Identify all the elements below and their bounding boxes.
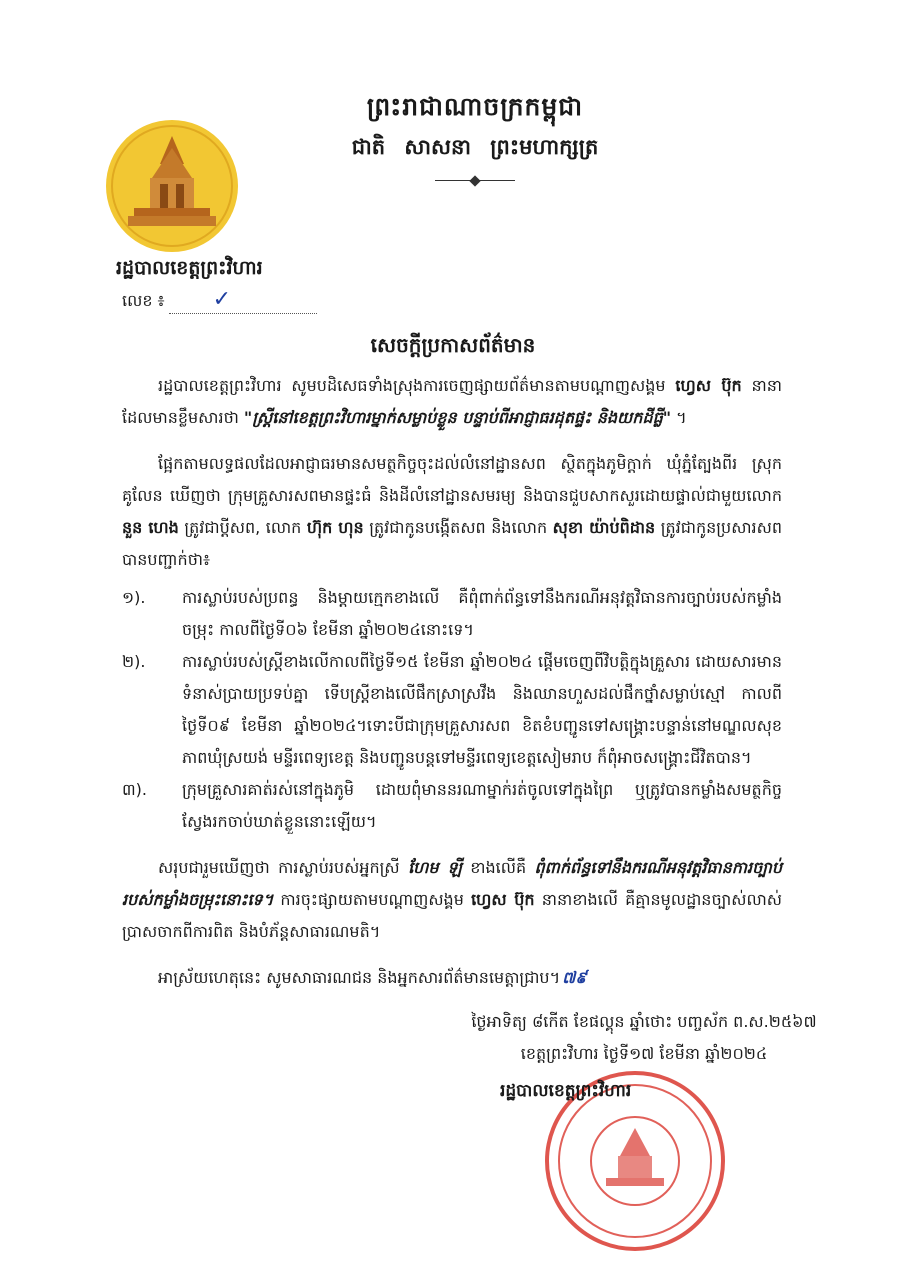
document-body: [122, 370, 782, 1008]
text-span: ត្រូវជាកូនបង្កើតសព និងលោក: [363, 518, 553, 537]
findings-list: [122, 582, 782, 838]
divider-ornament: [435, 177, 515, 185]
list-number: ៣).: [122, 780, 147, 799]
text-span: ត្រូវជាកូនប្រសារសព បានបញ្ជាក់ថា៖: [122, 518, 782, 569]
signature-office: រដ្ឋបាលខេត្តព្រះវិហារ: [500, 1081, 632, 1101]
text-span: ផ្អែកតាមលទ្ធផលដែលអាជ្ញាធរមានសមត្ថកិច្ចចុះដល់លំនៅដ្ឋានសព ស្ថិតក្នុងភូមិក្តាក់ ឃុំភ្នំត្បែងពីរ ស្រុកគូលែន ឃើញថា ក្រុមគ្រួសារសពមានផ្ទះធំ និងដីលំនៅដ្ឋានសមរម្យ និងបានជួបសាកសួរដោយផ្ទាល់ជាមួយលោក: [122, 454, 782, 505]
paragraph-denial: [122, 370, 782, 434]
list-text: ក្រុមគ្រួសារគាត់រស់នៅក្នុងភូមិ ដោយពុំមាននរណាម្នាក់រត់ចូលទៅក្នុងព្រៃ ឬត្រូវបានកម្លាំងសមត្ថកិច្ចស្វែងរកចាប់ឃាត់ខ្លួននោះឡើយ។: [182, 780, 782, 831]
national-header: [330, 92, 620, 185]
bold-span: ហែម ឡី: [408, 858, 462, 877]
closing-text: អាស្រ័យហេតុនេះ សូមសាធារណជន និងអ្នកសារព័ត៌មានមេត្តាជ្រាប។: [158, 968, 561, 987]
text-span: ។: [671, 408, 687, 427]
bold-span: នួន ហេង: [122, 518, 179, 537]
solar-date: ខេត្តព្រះវិហារ ថ្ងៃទី១៧ ខែមីនា ឆ្នាំ២០២៤: [520, 1044, 768, 1063]
list-item: [122, 646, 782, 774]
list-item: [122, 774, 782, 838]
handwritten-check: ✓: [212, 287, 232, 312]
date-block: [424, 1006, 864, 1070]
list-text: ការស្លាប់របស់ប្រពន្ធ និងម្តាយក្មេកខាងលើ គឺពុំពាក់ព័ន្ធទៅនឹងករណីអនុវត្តវិធានការច្បាប់របស់កម្លាំងចម្រុះ កាលពីថ្ងៃទី០៦ ខែមីនា ឆ្នាំ២០២៤នោះទេ។: [182, 588, 782, 639]
bold-span: ហ្វេស ប៊ុក: [471, 890, 535, 909]
text-span: ត្រូវជាប្តីសព, លោក: [178, 518, 307, 537]
handwritten-mark: ៧៩: [562, 968, 587, 987]
bold-italic-span: ពុំពាក់ព័ន្ធទៅនឹងករណីអនុវត្តវិធានការច្បាប់របស់កម្លាំងចម្រុះនោះទេ។: [122, 858, 782, 909]
kingdom-title: ព្រះរាជាណាចក្រកម្ពុជា: [366, 92, 584, 121]
national-motto: ជាតិ សាសនា ព្រះមហាក្សត្រ: [351, 135, 599, 159]
list-text: ការស្លាប់របស់ស្ត្រីខាងលើកាលពីថ្ងៃទី១៥ ខែមីនា ឆ្នាំ២០២៤ ផ្តើមចេញពីវិបត្តិក្នុងគ្រួសារ ដោយសារមានទំនាស់ប្រាយប្រទប់គ្នា ទើបស្ត្រីខាងលើផឹកស្រាស្រវឹង និងឈានហួសដល់ផឹកថ្នាំសម្លាប់ស្មៅ កាលពីថ្ងៃទី០៩ ខែមីនា ឆ្នាំ២០២៤។ទោះបីជាក្រុមគ្រួសារសព ខិតខំបញ្ជូនទៅសង្គ្រោះបន្ទាន់នៅមណ្ឌលសុខភាពឃុំស្រយង់ មន្ទីរពេទ្យខេត្ត និងបញ្ជូនបន្តទៅមន្ទីរពេទ្យខេត្តសៀមរាប ក៏ពុំអាចសង្គ្រោះជីវិតបាន។: [182, 652, 782, 767]
list-item: [122, 582, 782, 646]
text-span: នានា ដែលមានខ្លឹមសារថា: [122, 376, 783, 427]
quoted-headline: "ស្ត្រីនៅខេត្តព្រះវិហារម្នាក់សម្លាប់ខ្លួន បន្ទាប់ពីអាជ្ញាធរដុតផ្ទះ និងយកដីធ្លី": [243, 408, 672, 427]
list-number: ១).: [122, 588, 146, 607]
list-number: ២).: [122, 652, 146, 671]
text-span: នានាខាងលើ គឺគ្មានមូលដ្ឋានច្បាស់លាស់ ប្រាសចាកពីការពិត និងបំភ័ន្តសាធារណមតិ។: [122, 890, 783, 941]
paragraph-conclusion: [122, 852, 782, 948]
paragraph-closing: [122, 962, 782, 994]
lunar-date: ថ្ងៃអាទិត្យ ៨កើត ខែផល្គុន ឆ្នាំថោះ បញ្ចស័ក ព.ស.២៥៦៧: [471, 1012, 817, 1031]
bold-span: សុខា យ៉ាប់ពិដាន: [552, 518, 656, 537]
text-span: ខាងលើគឺ: [461, 858, 535, 877]
reference-line: [169, 287, 317, 314]
text-span: រដ្ឋបាលខេត្តព្រះវិហារ សូមបដិសេធទាំងស្រុងការចេញផ្សាយព័ត៌មានតាមបណ្តាញសង្គម: [158, 376, 676, 395]
bold-span: ហ៊ុក ហុន: [306, 518, 364, 537]
issuing-office: រដ្ឋបាលខេត្តព្រះវិហារ: [116, 257, 263, 279]
paragraph-findings-intro: [122, 448, 782, 576]
reference-label: លេខ ៖: [122, 291, 165, 310]
document-title: សេចក្តីប្រកាសព័ត៌មាន: [370, 333, 536, 357]
reference-number-row: [122, 287, 317, 314]
text-span: ការចុះផ្សាយតាមបណ្តាញសង្គម: [273, 890, 472, 909]
text-span: សរុបជារួមឃើញថា ការស្លាប់របស់អ្នកស្រី: [158, 858, 409, 877]
provincial-logo: [104, 118, 240, 254]
bold-span: ហ្វេស ប៊ុក: [675, 376, 742, 395]
